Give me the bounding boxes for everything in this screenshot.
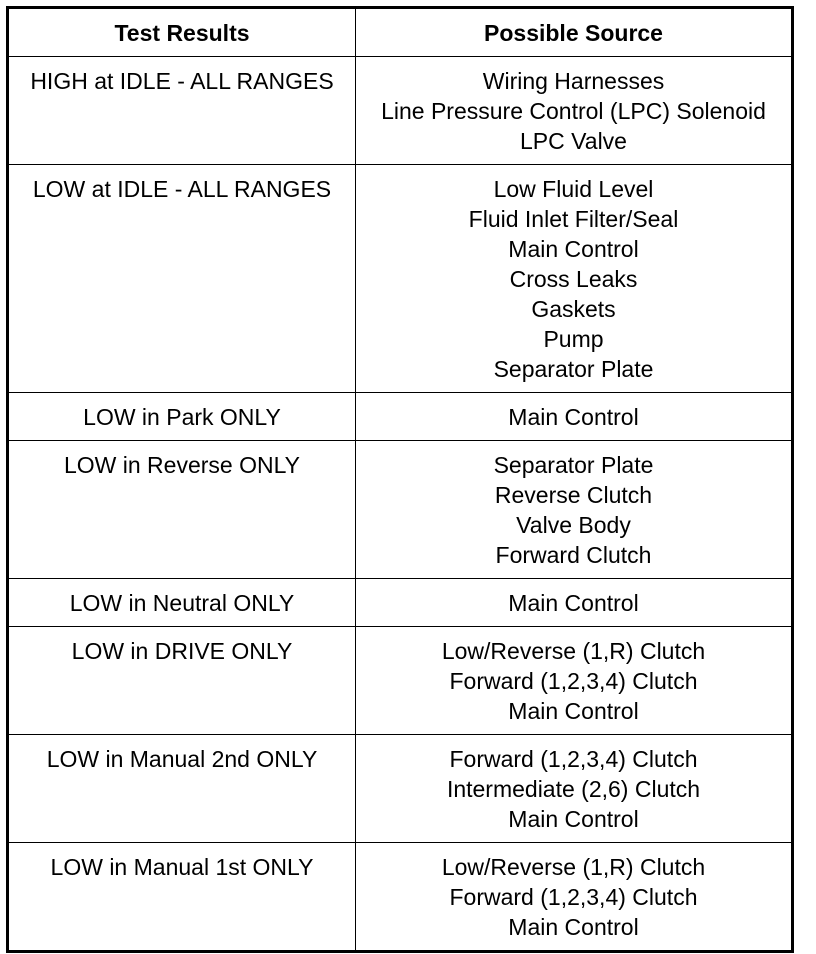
source-item: Fluid Inlet Filter/Seal (468, 206, 679, 232)
possible-source-cell (356, 441, 793, 579)
possible-source-cell (356, 843, 793, 952)
test-result-cell: LOW at IDLE - ALL RANGES (8, 165, 356, 393)
source-item: Pump (543, 326, 604, 352)
source-item: Low Fluid Level (493, 176, 654, 202)
source-item: Separator Plate (493, 356, 654, 382)
possible-source-cell (356, 165, 793, 393)
table-row (8, 165, 793, 393)
table-body (8, 57, 793, 952)
source-item: Gaskets (531, 296, 616, 322)
source-item: Line Pressure Control (LPC) Solenoid (381, 98, 766, 124)
source-item: Main Control (508, 236, 639, 262)
source-item: Main Control (508, 590, 639, 616)
possible-source-cell (356, 393, 793, 441)
source-item: Main Control (508, 914, 639, 940)
test-result-cell: HIGH at IDLE - ALL RANGES (8, 57, 356, 165)
header-test-results: Test Results (8, 8, 356, 57)
table-row (8, 441, 793, 579)
test-result-cell: LOW in Reverse ONLY (8, 441, 356, 579)
source-item: Wiring Harnesses (482, 68, 665, 94)
possible-source-cell (356, 627, 793, 735)
source-item: Valve Body (516, 512, 631, 538)
possible-source-cell (356, 579, 793, 627)
source-item: Separator Plate (493, 452, 654, 478)
source-item: Forward (1,2,3,4) Clutch (449, 884, 698, 910)
table-row (8, 627, 793, 735)
pressure-test-table (6, 6, 794, 953)
test-result-cell: LOW in Neutral ONLY (8, 579, 356, 627)
header-row (8, 8, 793, 57)
source-item: Reverse Clutch (494, 482, 653, 508)
test-result-cell: LOW in Manual 2nd ONLY (8, 735, 356, 843)
source-item: Low/Reverse (1,R) Clutch (441, 854, 706, 880)
source-item: Forward (1,2,3,4) Clutch (449, 746, 698, 772)
possible-source-cell (356, 735, 793, 843)
test-result-cell: LOW in DRIVE ONLY (8, 627, 356, 735)
header-possible-source: Possible Source (356, 8, 793, 57)
table-row (8, 393, 793, 441)
table-row (8, 843, 793, 952)
test-result-cell: LOW in Park ONLY (8, 393, 356, 441)
source-item: Main Control (508, 404, 639, 430)
source-item: Cross Leaks (509, 266, 638, 292)
source-item: Main Control (508, 698, 639, 724)
test-result-cell: LOW in Manual 1st ONLY (8, 843, 356, 952)
source-item: Main Control (508, 806, 639, 832)
table-row (8, 579, 793, 627)
source-item: Forward (1,2,3,4) Clutch (449, 668, 698, 694)
source-item: LPC Valve (520, 128, 627, 154)
source-item: Forward Clutch (495, 542, 652, 568)
possible-source-cell (356, 57, 793, 165)
source-item: Intermediate (2,6) Clutch (446, 776, 701, 802)
table-row (8, 735, 793, 843)
source-item: Low/Reverse (1,R) Clutch (441, 638, 706, 664)
table-row (8, 57, 793, 165)
